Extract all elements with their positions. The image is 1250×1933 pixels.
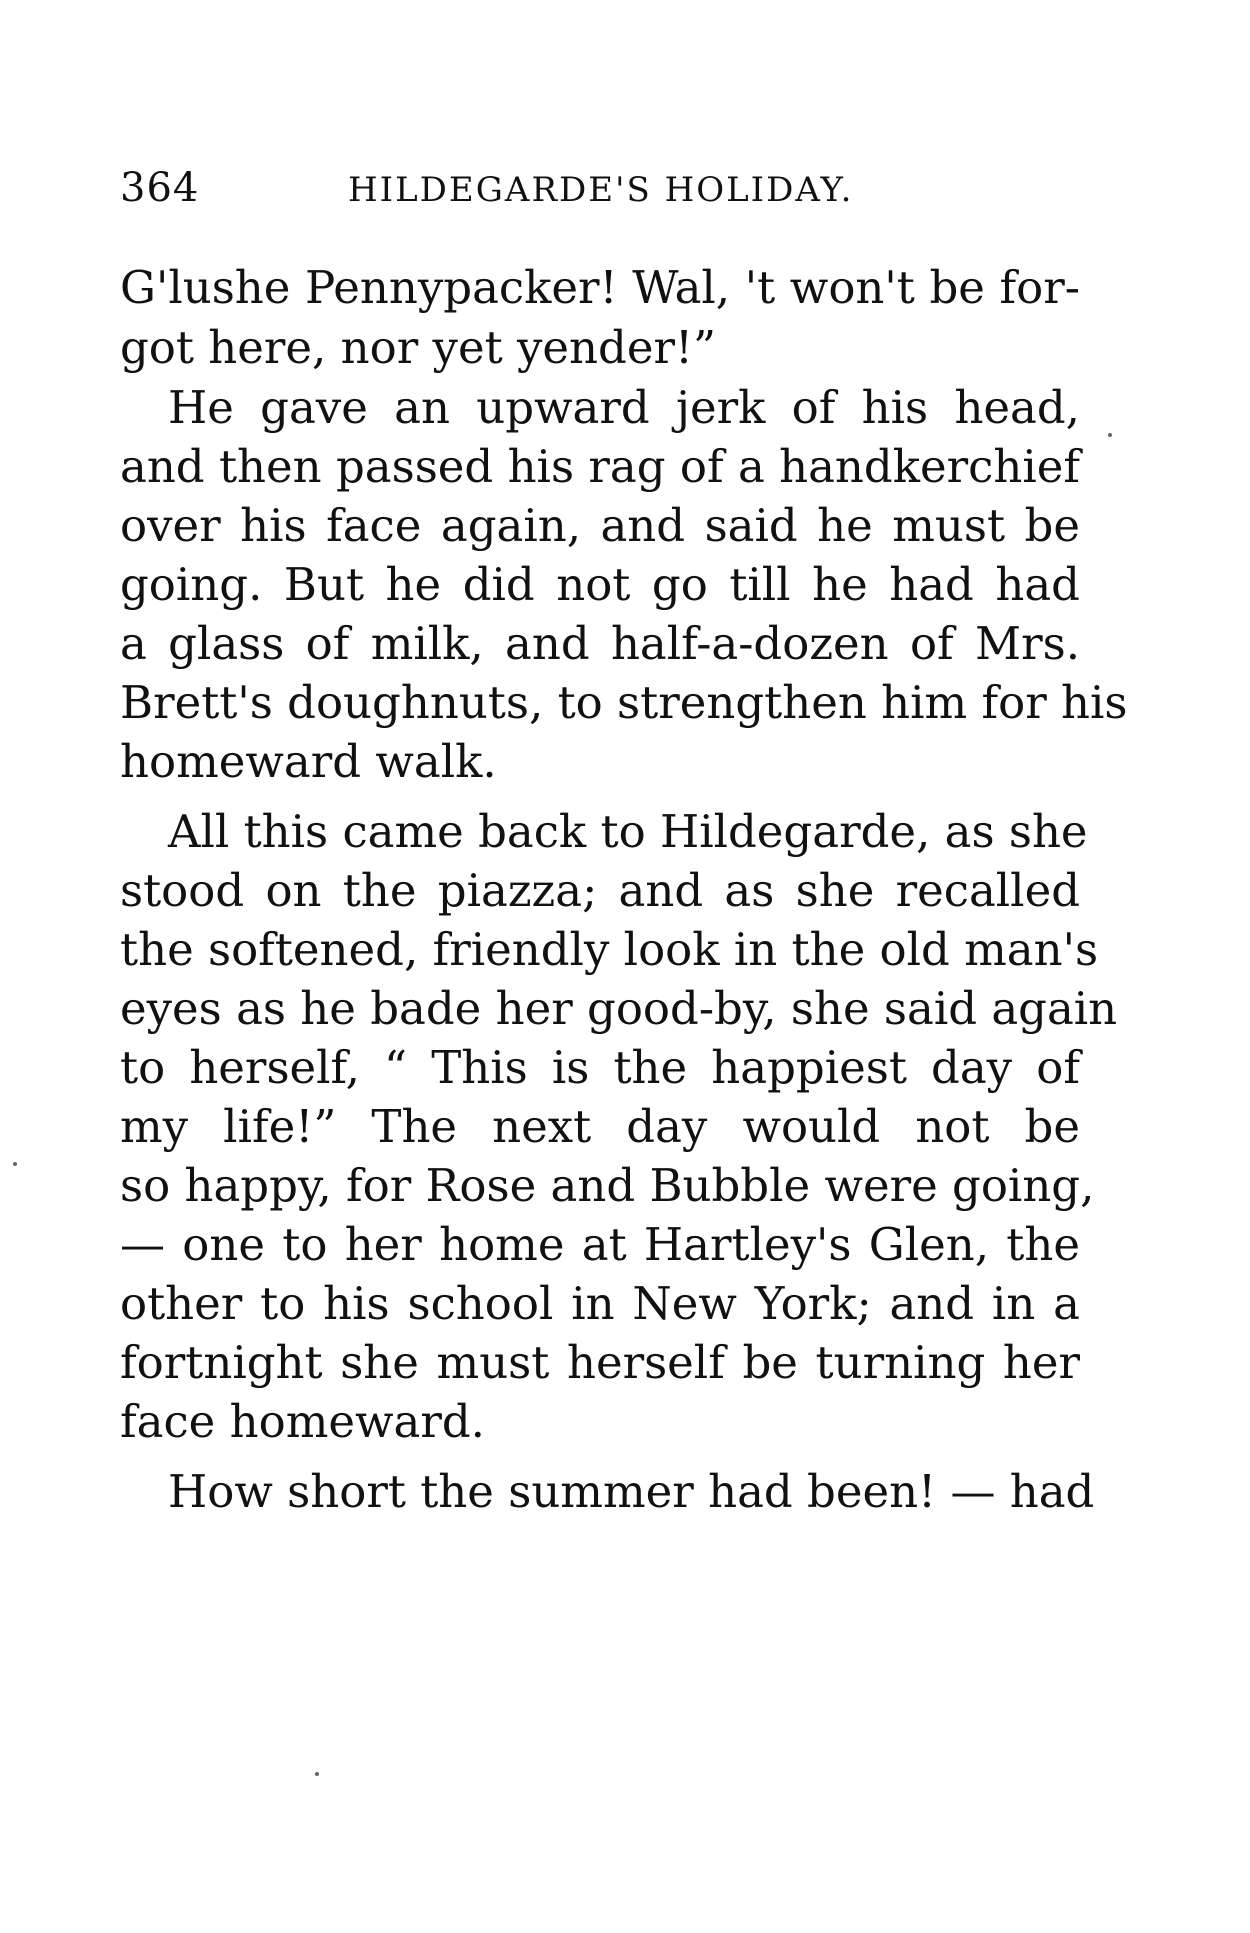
text-line: G'lushe Pennypacker! Wal, 't won't be for- (120, 261, 1080, 314)
text-line: fortnight she must herself be turning her (120, 1336, 1080, 1389)
speck-mark (315, 1772, 319, 1776)
text-line: How short the summer had been! — had (168, 1465, 1095, 1518)
text-line: and then passed his rag of a handkerchief (120, 440, 1080, 493)
text-line: Brett's doughnuts, to strengthen him for his (120, 676, 1128, 729)
text-line: the softened, friendly look in the old man's (120, 923, 1099, 976)
text-line: so happy, for Rose and Bubble were going, (120, 1159, 1095, 1212)
text-line: a glass of milk, and half-a-dozen of Mrs. (120, 617, 1080, 670)
running-header (120, 165, 1080, 215)
speck-mark (1108, 433, 1112, 437)
text-line: All this came back to Hildegarde, as she (168, 805, 1088, 858)
text-line: stood on the piazza; and as she recalled (120, 864, 1080, 917)
speck-mark (13, 1162, 17, 1166)
text-line: to herself, “ This is the happiest day of (120, 1041, 1080, 1094)
text-line: eyes as he bade her good-by, she said again (120, 982, 1118, 1035)
text-line: face homeward. (120, 1395, 485, 1448)
page-number: 364 (120, 165, 200, 211)
text-line: He gave an upward jerk of his head, (168, 381, 1080, 434)
text-line: over his face again, and said he must be (120, 499, 1080, 552)
text-line: — one to her home at Hartley's Glen, the (120, 1218, 1080, 1271)
text-line: my life!” The next day would not be (120, 1100, 1080, 1153)
text-line: other to his school in New York; and in a (120, 1277, 1080, 1330)
text-line: got here, nor yet yender!” (120, 321, 717, 374)
running-title: HILDEGARDE'S HOLIDAY. (348, 170, 854, 210)
text-line: homeward walk. (120, 735, 497, 788)
text-line: going. But he did not go till he had had (120, 558, 1080, 611)
